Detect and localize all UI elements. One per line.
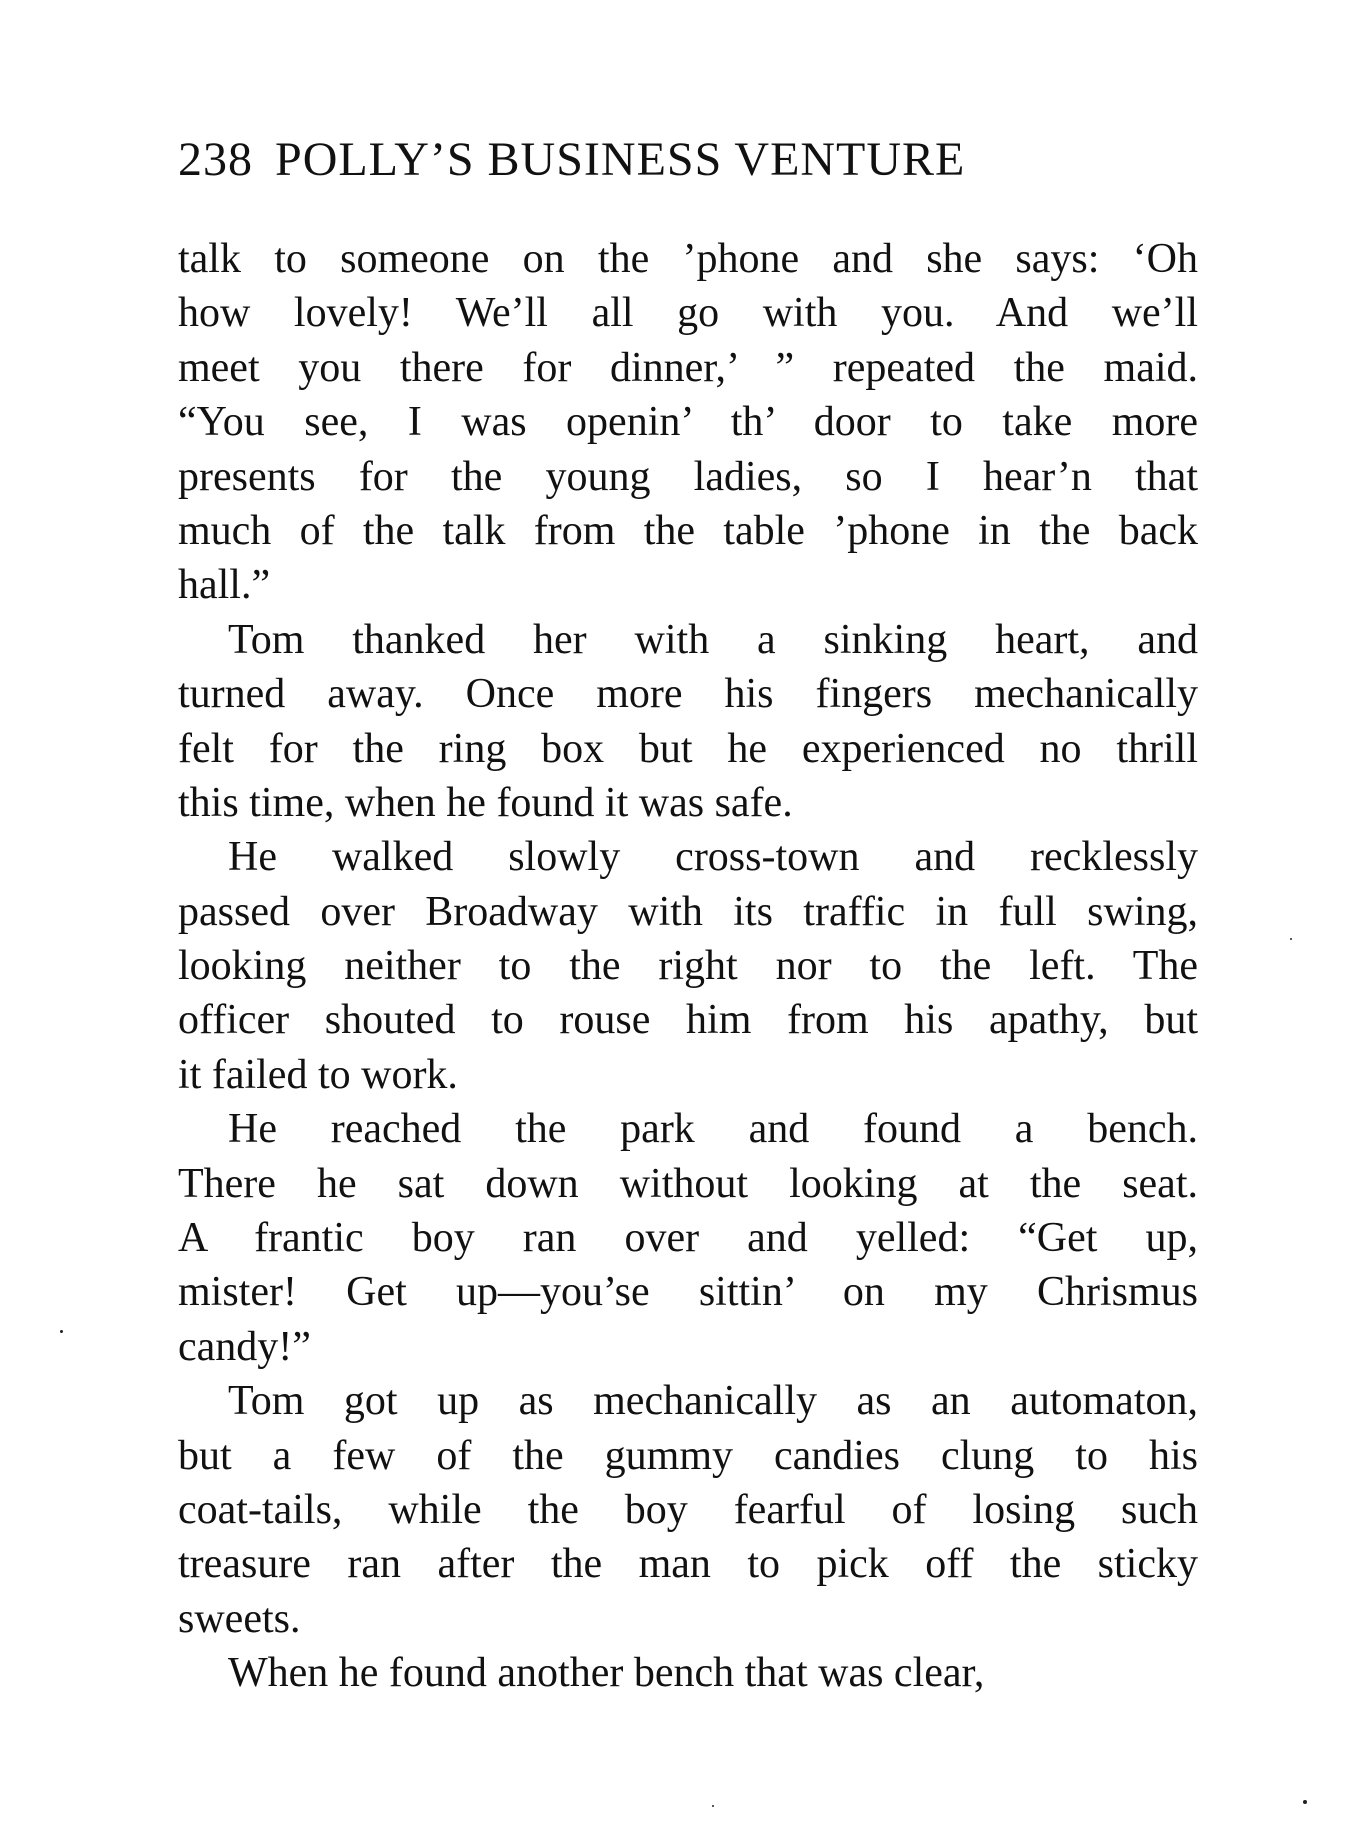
text-line: meet you there for dinner,’ ” repeated the maid. — [178, 344, 1198, 391]
print-speck — [1303, 1800, 1307, 1804]
text-line: A frantic boy ran over and yelled: “Get up, — [178, 1215, 1198, 1262]
text-line: Tom got up as mechanically as an automaton, — [228, 1378, 1198, 1425]
text-line: treasure ran after the man to pick off the sticky — [178, 1541, 1198, 1588]
text-line: He walked slowly cross-town and recklessly — [228, 834, 1198, 881]
text-line: officer shouted to rouse him from his apathy, but — [178, 997, 1198, 1044]
print-speck — [712, 1805, 714, 1807]
text-line: candy!” — [178, 1323, 311, 1370]
text-line: it failed to work. — [178, 1051, 458, 1098]
text-line: Tom thanked her with a sinking heart, and — [228, 616, 1198, 663]
text-line: He reached the park and found a bench. — [228, 1106, 1198, 1153]
text-line: felt for the ring box but he experienced no thrill — [178, 725, 1198, 772]
print-speck — [60, 1330, 63, 1333]
text-line: but a few of the gummy candies clung to his — [178, 1432, 1198, 1479]
page-number: 238 — [178, 133, 253, 186]
text-line: this time, when he found it was safe. — [178, 779, 793, 826]
running-title: POLLY’S BUSINESS VENTURE — [275, 133, 966, 186]
text-line: There he sat down without looking at the seat. — [178, 1160, 1198, 1207]
text-line: turned away. Once more his fingers mechanically — [178, 671, 1198, 718]
text-line: presents for the young ladies, so I hear’n that — [178, 453, 1198, 500]
text-line: much of the talk from the table ’phone in the back — [178, 507, 1198, 554]
text-line: coat-tails, while the boy fearful of losing such — [178, 1486, 1198, 1533]
text-line: “You see, I was openin’ th’ door to take more — [178, 399, 1198, 446]
text-line: how lovely! We’ll all go with you. And we’ll — [178, 290, 1198, 337]
text-line: talk to someone on the ’phone and she says: ‘Oh — [178, 236, 1198, 282]
text-line: hall.” — [178, 562, 271, 609]
text-line: looking neither to the right nor to the left. The — [178, 943, 1198, 990]
print-speck — [1290, 938, 1292, 940]
text-line: mister! Get up—you’se sittin’ on my Chrismus — [178, 1269, 1198, 1316]
text-line: When he found another bench that was clear, — [228, 1650, 985, 1697]
text-line: sweets. — [178, 1595, 301, 1642]
body-text — [178, 232, 1198, 1701]
text-line: passed over Broadway with its traffic in full swing, — [178, 888, 1198, 935]
running-head — [178, 128, 1218, 192]
